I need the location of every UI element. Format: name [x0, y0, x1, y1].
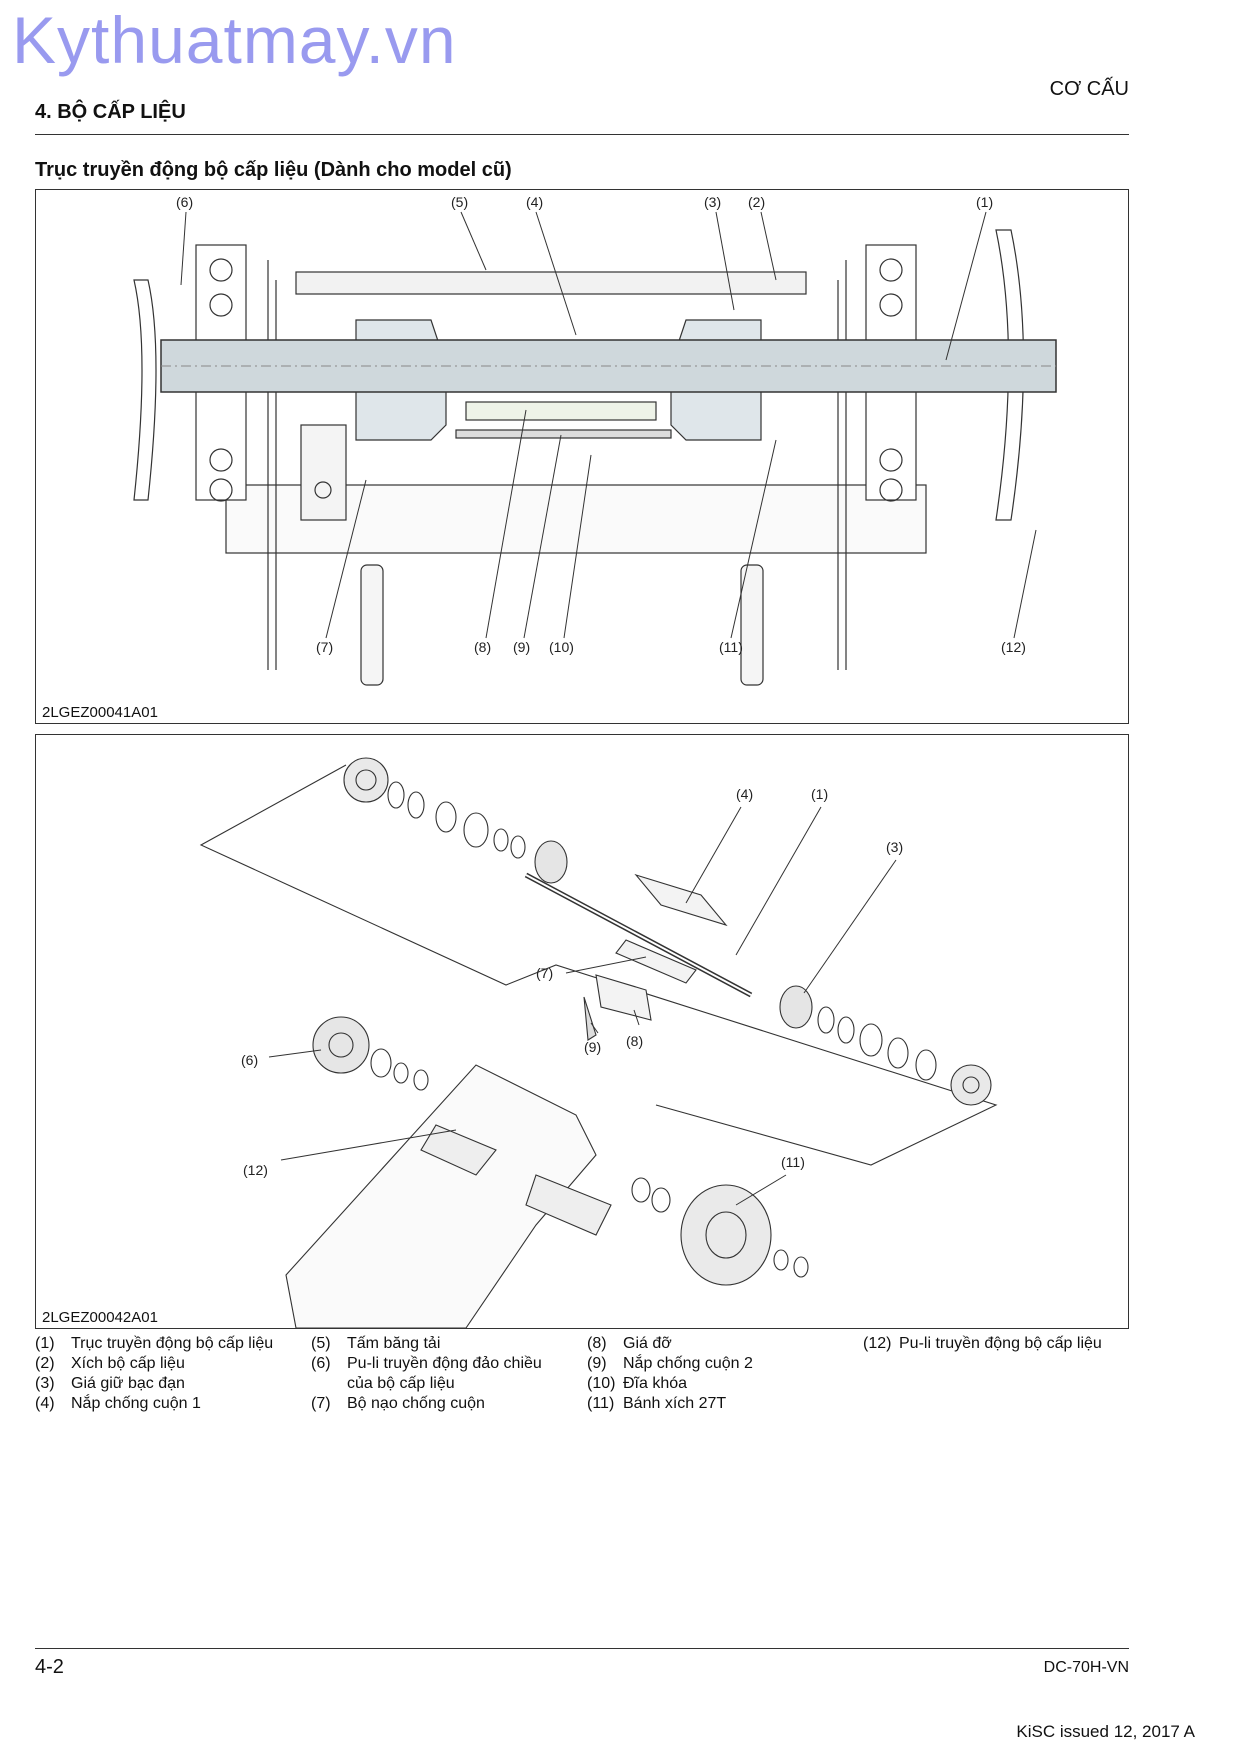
- callout-11: (11): [781, 1154, 805, 1170]
- legend-item: (4) Nắp chống cuộn 1: [35, 1395, 201, 1412]
- legend-item: (2) Xích bộ cấp liệu: [35, 1355, 185, 1372]
- callout-9: (9): [584, 1039, 602, 1055]
- callout-3: (3): [886, 839, 904, 855]
- legend-item: (8) Giá đỡ: [587, 1335, 672, 1352]
- chapter-label: CƠ CẤU: [1049, 78, 1129, 100]
- legend-item: (5) Tấm băng tải: [311, 1335, 441, 1352]
- callout-10: (10): [549, 639, 574, 655]
- legend-item: (7) Bộ nạo chống cuộn: [311, 1395, 485, 1412]
- callout-8: (8): [474, 639, 492, 655]
- legend-column: [35, 1334, 273, 1414]
- callout-6: (6): [241, 1052, 259, 1068]
- legend-item: (11) Bánh xích 27T: [587, 1395, 727, 1412]
- callout-6: (6): [176, 194, 194, 210]
- sectional-drawing: [36, 190, 1128, 723]
- header-divider: [35, 134, 1129, 135]
- watermark-logo: Kythuatmay.vn: [12, 3, 457, 77]
- callout-2: (2): [748, 194, 766, 210]
- legend-item: (6) Pu-li truyền động đảo chiều: [311, 1355, 542, 1372]
- page-number: 4-2: [35, 1656, 64, 1678]
- callout-7: (7): [316, 639, 334, 655]
- legend-item: (1) Trục truyền động bộ cấp liệu: [35, 1335, 274, 1352]
- section-title: 4. BỘ CẤP LIỆU: [35, 101, 186, 123]
- figure-exploded-view: [35, 734, 1129, 1329]
- callout-9: (9): [513, 639, 531, 655]
- figure-code: 2LGEZ00042A01: [42, 1309, 158, 1326]
- document-code: DC-70H-VN: [1043, 1659, 1129, 1676]
- callout-3: (3): [704, 194, 722, 210]
- callout-12: (12): [1001, 639, 1026, 655]
- footer-divider: [35, 1648, 1129, 1649]
- callout-1: (1): [811, 786, 829, 802]
- callout-5: (5): [451, 194, 469, 210]
- legend-item: (10) Đĩa khóa: [587, 1375, 688, 1392]
- legend-item: (3) Giá giữ bạc đạn: [35, 1375, 185, 1392]
- callout-12: (12): [243, 1162, 268, 1178]
- callout-11: (11): [719, 639, 743, 655]
- legend-column: [311, 1334, 542, 1414]
- callout-7: (7): [536, 965, 554, 981]
- exploded-drawing: [36, 735, 1128, 1328]
- callout-1: (1): [976, 194, 994, 210]
- callout-4: (4): [736, 786, 754, 802]
- legend-column: [863, 1334, 1102, 1354]
- legend-column: [587, 1334, 753, 1414]
- issue-note: KiSC issued 12, 2017 A: [1016, 1722, 1195, 1741]
- legend-item: (9) Nắp chống cuộn 2: [587, 1355, 753, 1372]
- callout-4: (4): [526, 194, 544, 210]
- figure-sectional-view: [35, 189, 1129, 724]
- callout-8: (8): [626, 1033, 644, 1049]
- legend-item: (12) Pu-li truyền động bộ cấp liệu: [863, 1335, 1102, 1352]
- figure-code: 2LGEZ00041A01: [42, 704, 158, 721]
- figure-subtitle: Trục truyền động bộ cấp liệu (Dành cho model cũ): [35, 159, 512, 181]
- legend-item: của bộ cấp liệu: [347, 1375, 455, 1392]
